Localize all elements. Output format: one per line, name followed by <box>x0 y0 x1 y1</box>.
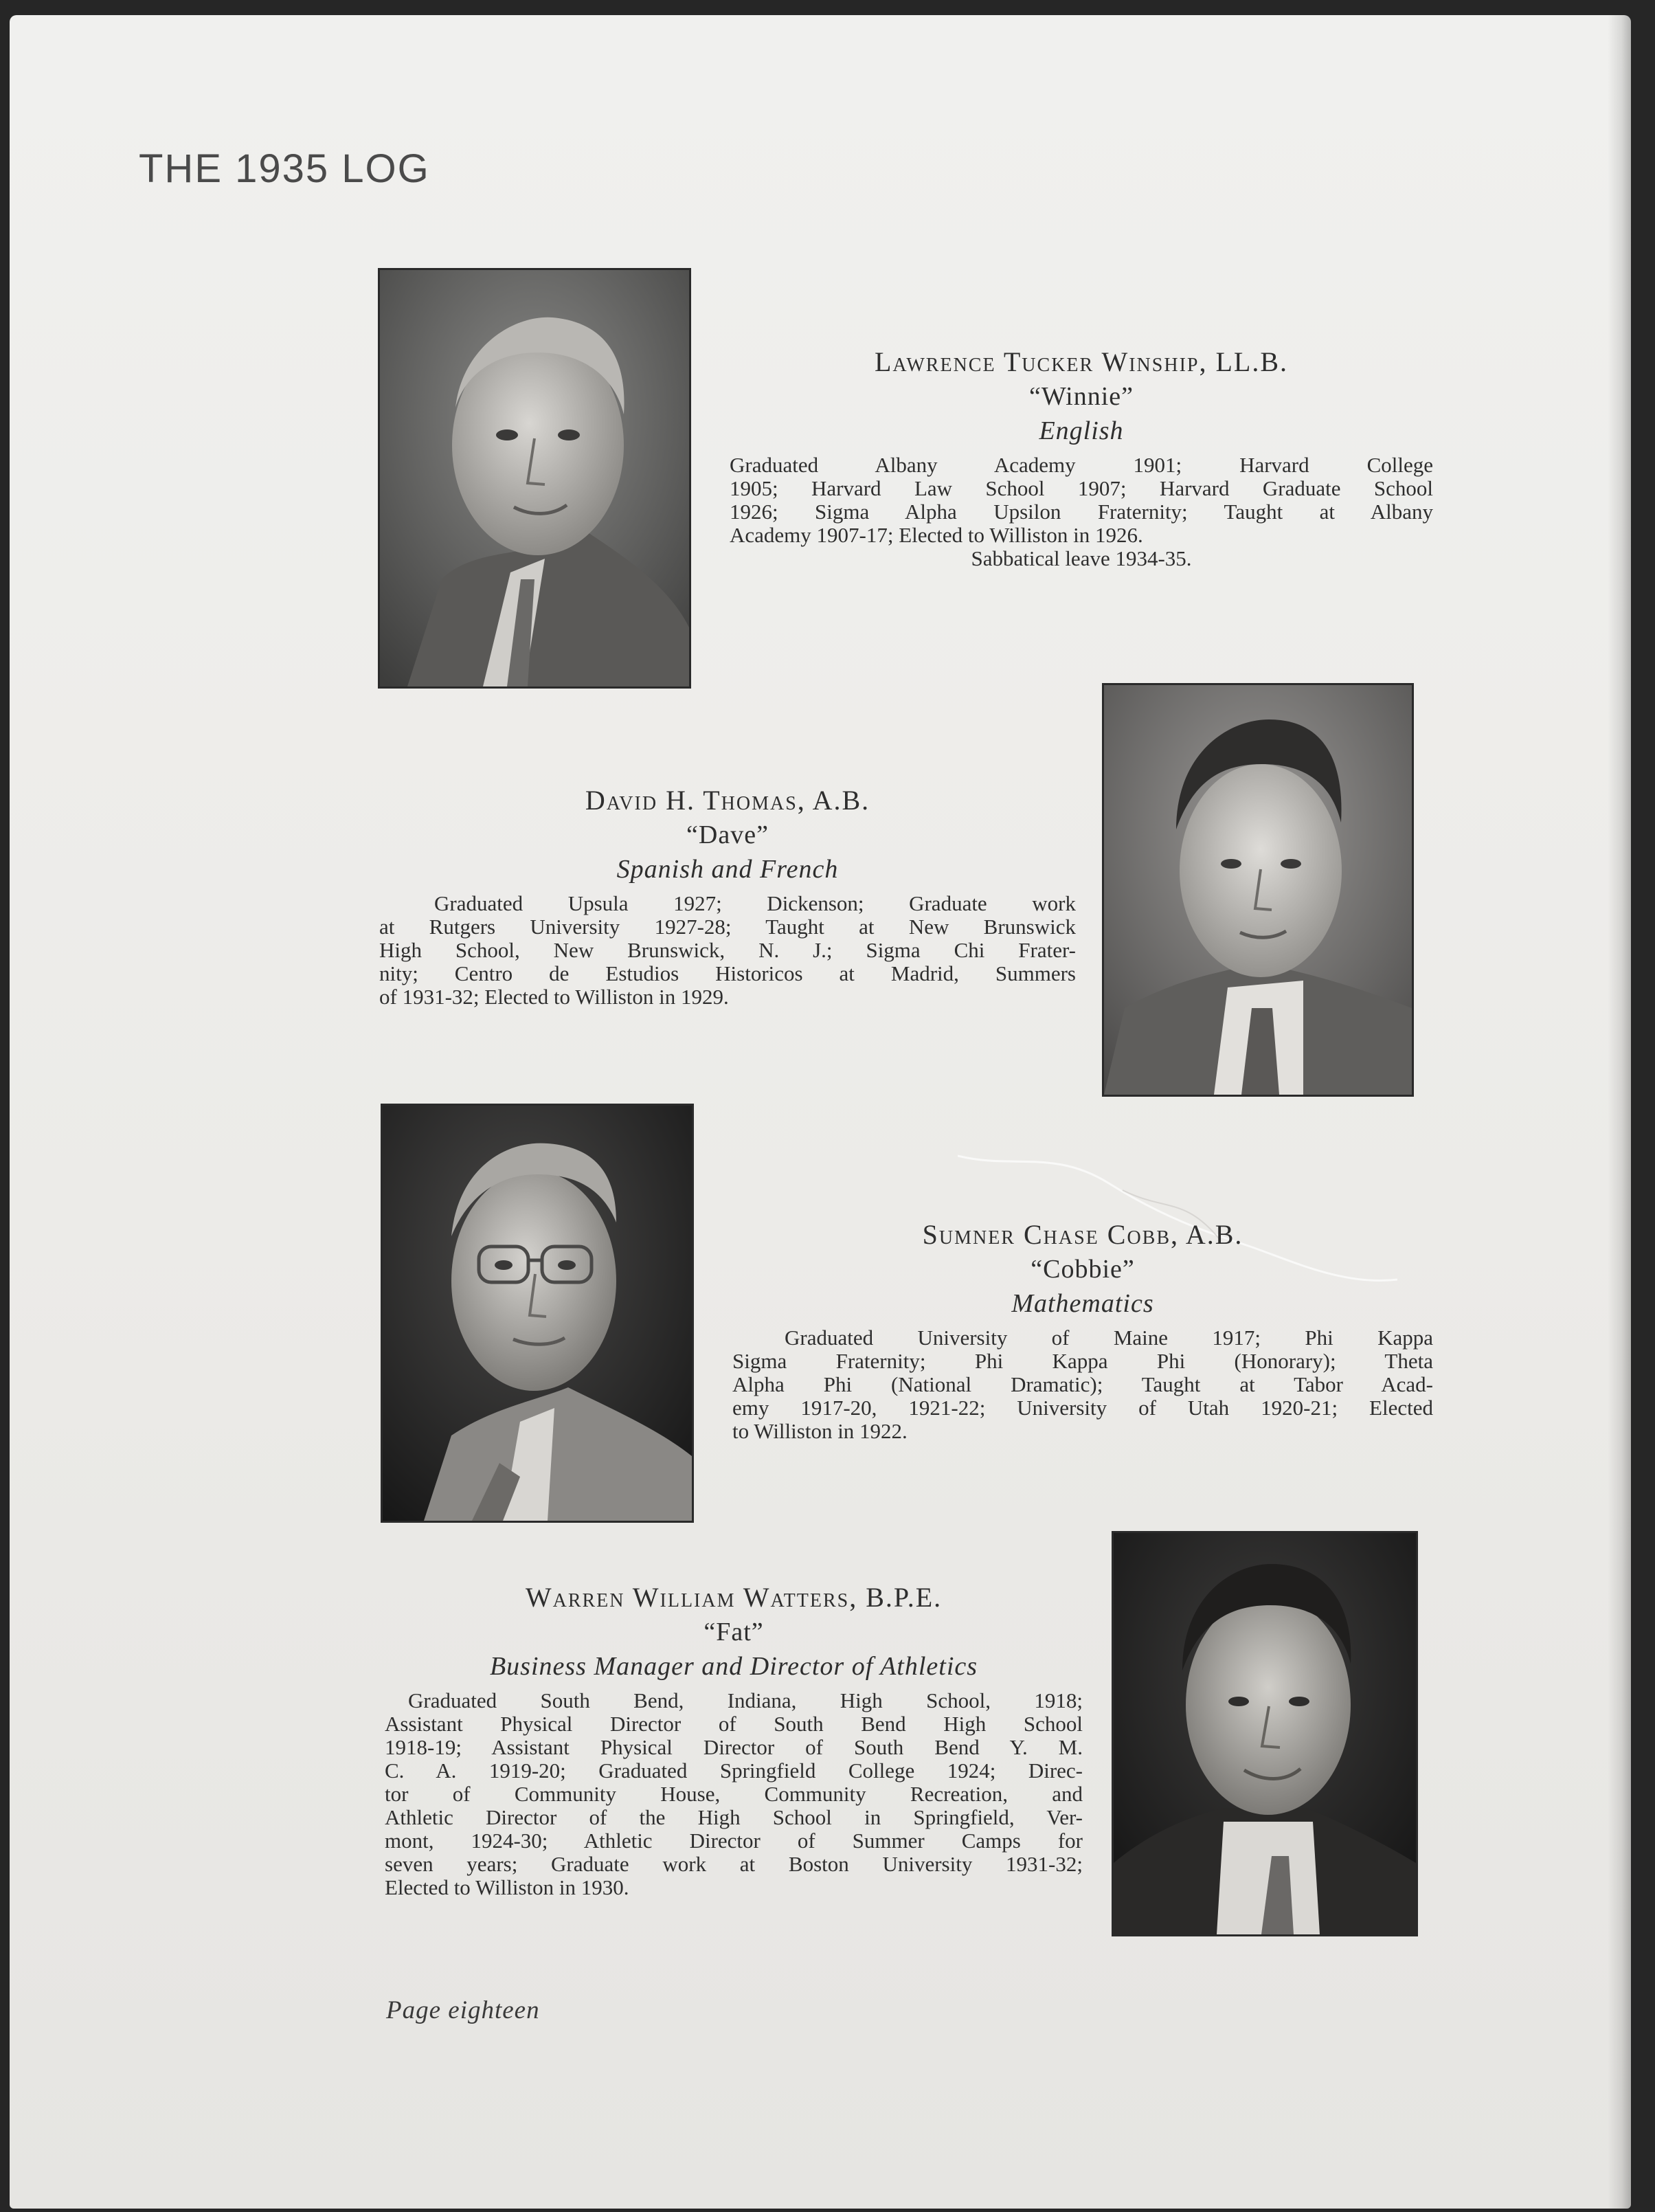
faculty-subject: English <box>1039 416 1124 445</box>
bio-line: Sabbatical leave 1934-35. <box>971 546 1192 570</box>
portrait-watters <box>1112 1531 1418 1936</box>
faculty-subject: Spanish and French <box>616 855 839 884</box>
faculty-nickname: “Winnie” <box>1028 382 1134 411</box>
faculty-name: Sumner Chase Cobb, A.B. <box>922 1219 1243 1250</box>
page-edge-shadow <box>1608 15 1631 2209</box>
portrait-photo-icon <box>380 270 689 686</box>
bio-winship <box>730 345 1433 570</box>
bio-line: seven years; Graduate work at Boston University 1931-32; <box>385 1852 1083 1876</box>
faculty-nickname: “Dave” <box>686 820 769 849</box>
faculty-bio <box>379 892 1076 1009</box>
bio-line: emy 1917-20, 1921-22; University of Utah 1920-21; Elected <box>732 1396 1433 1420</box>
faculty-name: Lawrence Tucker Winship, LL.B. <box>874 346 1289 377</box>
portrait-cobb <box>381 1104 694 1523</box>
bio-line: Sigma Fraternity; Phi Kappa Phi (Honorary); Theta <box>732 1349 1433 1373</box>
bio-line: Graduated Albany Academy 1901; Harvard College <box>730 453 1433 477</box>
portrait-thomas <box>1102 683 1414 1097</box>
bio-line: C. A. 1919-20; Graduated Springfield College 1924; Direc- <box>385 1758 1083 1783</box>
bio-cobb <box>732 1218 1433 1443</box>
bio-line: at Rutgers University 1927-28; Taught at New Brunswick <box>379 915 1076 939</box>
bio-line: to Williston in 1922. <box>732 1419 908 1443</box>
portrait-winship <box>378 268 691 689</box>
bio-line: Graduated University of Maine 1917; Phi Kappa <box>785 1326 1433 1350</box>
faculty-subject: Mathematics <box>1011 1289 1154 1318</box>
bio-line: Alpha Phi (National Dramatic); Taught at Tabor Acad- <box>732 1372 1433 1396</box>
faculty-name: David H. Thomas, A.B. <box>585 785 870 816</box>
faculty-name: Warren William Watters, B.P.E. <box>525 1582 943 1613</box>
bio-line: High School, New Brunswick, N. J.; Sigma Chi Frater- <box>379 938 1076 962</box>
portrait-photo-icon <box>383 1106 692 1521</box>
page-header: THE 1935 LOG <box>139 146 430 191</box>
yearbook-page <box>10 15 1631 2209</box>
bio-line: Graduated South Bend, Indiana, High School, 1918; <box>408 1688 1083 1712</box>
bio-line: of 1931-32; Elected to Williston in 1929. <box>379 985 729 1009</box>
faculty-subject: Business Manager and Director of Athletics <box>489 1652 978 1681</box>
bio-line: 1905; Harvard Law School 1907; Harvard Graduate School <box>730 476 1433 500</box>
bio-line: 1918-19; Assistant Physical Director of South Bend Y. M. <box>385 1735 1083 1759</box>
portrait-photo-icon <box>1104 685 1412 1095</box>
bio-line: mont, 1924-30; Athletic Director of Summer Camps for <box>385 1829 1083 1853</box>
bio-line: Graduated Upsula 1927; Dickenson; Graduate work <box>434 891 1076 915</box>
bio-watters <box>385 1580 1083 1899</box>
faculty-bio <box>732 1326 1433 1443</box>
bio-line: nity; Centro de Estudios Historicos at Madrid, Summers <box>379 961 1076 985</box>
faculty-nickname: “Cobbie” <box>1031 1255 1135 1284</box>
bio-thomas <box>379 783 1076 1009</box>
faculty-nickname: “Fat” <box>703 1618 764 1646</box>
bio-line: tor of Community House, Community Recreation, and <box>385 1782 1083 1806</box>
faculty-bio <box>385 1689 1083 1899</box>
bio-line: 1926; Sigma Alpha Upsilon Fraternity; Taught at Albany <box>730 500 1433 524</box>
bio-line: Assistant Physical Director of South Bend High School <box>385 1712 1083 1736</box>
faculty-bio <box>730 454 1433 570</box>
bio-line: Athletic Director of the High School in Springfield, Ver- <box>385 1805 1083 1829</box>
portrait-photo-icon <box>1114 1533 1416 1934</box>
bio-line: Elected to Williston in 1930. <box>385 1875 629 1899</box>
bio-line: Academy 1907-17; Elected to Williston in 1926. <box>730 523 1143 547</box>
page-number-label: Page eighteen <box>386 1996 540 2024</box>
